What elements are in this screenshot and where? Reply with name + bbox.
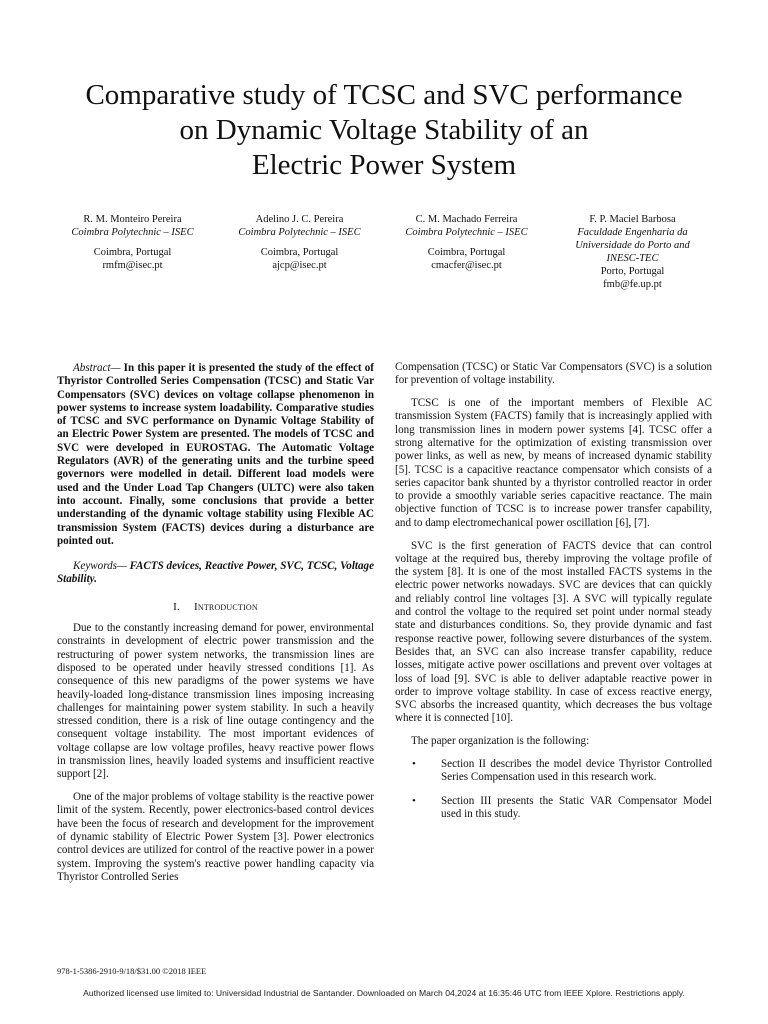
- author-email[interactable]: cmacfer@isec.pt: [431, 260, 502, 271]
- author-location: Porto, Portugal: [600, 266, 665, 277]
- right-column: [395, 361, 712, 831]
- paper-title: [40, 78, 728, 183]
- section-title: Introduction: [193, 600, 258, 613]
- list-item-text: Section III presents the Static VAR Compensator Model used in this study.: [441, 794, 712, 820]
- author-location: Coimbra, Portugal: [260, 247, 339, 258]
- author-block-1: [45, 213, 220, 272]
- intro-paragraph-1: Due to the constantly increasing demand for power, environmental constraints in development of electric power transmission and the restructuring of power system networks, the transmission lines are disposed to be operated under heavily stressed conditions [1]. As consequence of this new paradigms of the power systems we have heavily-loaded long-distance transmission lines imposing increasing challenges for maintaining power system stability. In such a heavily stressed condition, there is a risk of line outage contingency and the consequent voltage instability. The most important evidences of voltage collapse are low voltage profiles, heavy reactive power flows in transmission lines, heavily loaded systems and insufficient reactive support [2].: [57, 622, 374, 781]
- author-block-2: [212, 213, 387, 272]
- keywords: [57, 560, 374, 587]
- title-line-1: Comparative study of TCSC and SVC performance: [85, 79, 683, 111]
- list-item: [395, 795, 712, 822]
- author-affiliation: Universidade do Porto and: [575, 240, 690, 251]
- author-affiliation: Coimbra Polytechnic – ISEC: [405, 227, 528, 238]
- bullet-icon: •: [412, 758, 416, 771]
- body-paragraph-organization: The paper organization is the following:: [411, 735, 590, 748]
- organization-list: [395, 758, 712, 821]
- author-affiliation: Faculdade Engenharia da: [577, 227, 688, 238]
- left-column: [57, 362, 374, 894]
- author-name: C. M. Machado Ferreira: [415, 214, 518, 225]
- abstract-label: Abstract—: [73, 362, 121, 374]
- footer-isbn: 978-1-5386-2910-9/18/$31.00 ©2018 IEEE: [57, 966, 207, 976]
- body-paragraph-continued: Compensation (TCSC) or Static Var Compensators (SVC) is a solution for prevention of voltage instability.: [395, 361, 712, 387]
- author-location: Coimbra, Portugal: [427, 247, 506, 258]
- section-heading-introduction: [57, 601, 374, 614]
- bullet-icon: •: [412, 794, 416, 807]
- author-name: F. P. Maciel Barbosa: [589, 214, 676, 225]
- intro-paragraph-2: One of the major problems of voltage stability is the reactive power limit of the system. Recently, power electronics-based control devices have been the focus of research and development for the improvement of dynamic stability of Electric Power System [3]. Power electronics control devices are utilized for control of the reactive power in a power system. Improving the system's reactive power handling capacity via Thyristor Controlled Series: [57, 791, 374, 883]
- footer-license-notice: Authorized licensed use limited to: Universidad Industrial de Santander. Downloaded on March 04,2024 at 16:35:46 UTC from IEEE Xplore. Restrictions apply.: [83, 988, 685, 998]
- author-email[interactable]: rmfm@isec.pt: [102, 260, 163, 271]
- author-affiliation: Coimbra Polytechnic – ISEC: [238, 227, 361, 238]
- abstract: [57, 362, 374, 548]
- keywords-text: FACTS devices, Reactive Power, SVC, TCSC, Voltage Stability.: [57, 560, 374, 586]
- author-email[interactable]: fmb@fe.up.pt: [603, 279, 662, 290]
- author-affiliation: INESC-TEC: [606, 253, 659, 264]
- title-line-2: on Dynamic Voltage Stability of an: [179, 114, 589, 146]
- author-block-3: [379, 213, 554, 272]
- author-block-4: [545, 213, 720, 291]
- list-item-text: Section II describes the model device Thyristor Controlled Series Compensation used in this research work.: [441, 758, 712, 784]
- list-item: [395, 758, 712, 785]
- section-numeral: I.: [173, 600, 180, 613]
- author-name: R. M. Monteiro Pereira: [83, 214, 182, 225]
- body-paragraph-tcsc: TCSC is one of the important members of Flexible AC transmission System (FACTS) family that is increasingly applied with long transmission lines in modern power systems [4]. TCSC offer a strong alternative for the optimization of existing transmission over power links, as well as new, by means of increased dynamic stability [5]. TCSC is a capacitive reactance compensator which consists of a series capacitor bank shunted by a thyristor controlled reactor in order to provide a smoothly variable series capacitive reactance. The main objective function of TCSC is to increase power transfer capability, and to damp electromechanical power oscillation [6], [7].: [395, 397, 712, 529]
- body-paragraph-svc: SVC is the first generation of FACTS device that can control voltage at the required bus, thereby improving the voltage profile of the system [8]. It is one of the most installed FACTS systems in the electric power networks nowadays. SVC are devices that can quickly and reliably control line voltages [3]. A SVC will typically regulate and control the voltage to the required set point under normal steady state and disturbances conditions. So, they provide dynamic and fast response reactive power, following severe disturbances of the system. Besides that, an SVC can also increase transfer capability, reduce losses, mitigate active power oscillations and prevent over voltages at loss of load [9]. SVC is able to deliver adaptable reactive power in order to improve voltage stability. In case of excess reactive energy, SVC absorbs the increased quantity, which decreases the bus voltage where it is connected [10].: [395, 539, 712, 725]
- author-name: Adelino J. C. Pereira: [255, 214, 344, 225]
- abstract-text: In this paper it is presented the study of the effect of Thyristor Controlled Series Compensation (TCSC) and Static Var Compensators (SVC) devices on voltage collapse phenomenon in power systems to increase system loadability. Comparative studies of TCSC and SVC performance on Dynamic Voltage Stability of an Electric Power System are presented. The models of TCSC and SVC were developed in EUROSTAG. The Automatic Voltage Regulators (AVR) of the generating units and the turbine speed governors were modelled in detail. Different load models were used and the Under Load Tap Changers (ULTC) were also taken into account. Finally, some conclusions that provide a better understanding of the dynamic voltage stability using Flexible AC transmission System (FACTS) devices during a disturbance are pointed out.: [57, 362, 374, 547]
- author-affiliation: Coimbra Polytechnic – ISEC: [71, 227, 194, 238]
- keywords-label: Keywords—: [73, 560, 127, 573]
- title-line-3: Electric Power System: [251, 149, 517, 181]
- author-location: Coimbra, Portugal: [93, 247, 172, 258]
- author-email[interactable]: ajcp@isec.pt: [272, 260, 327, 271]
